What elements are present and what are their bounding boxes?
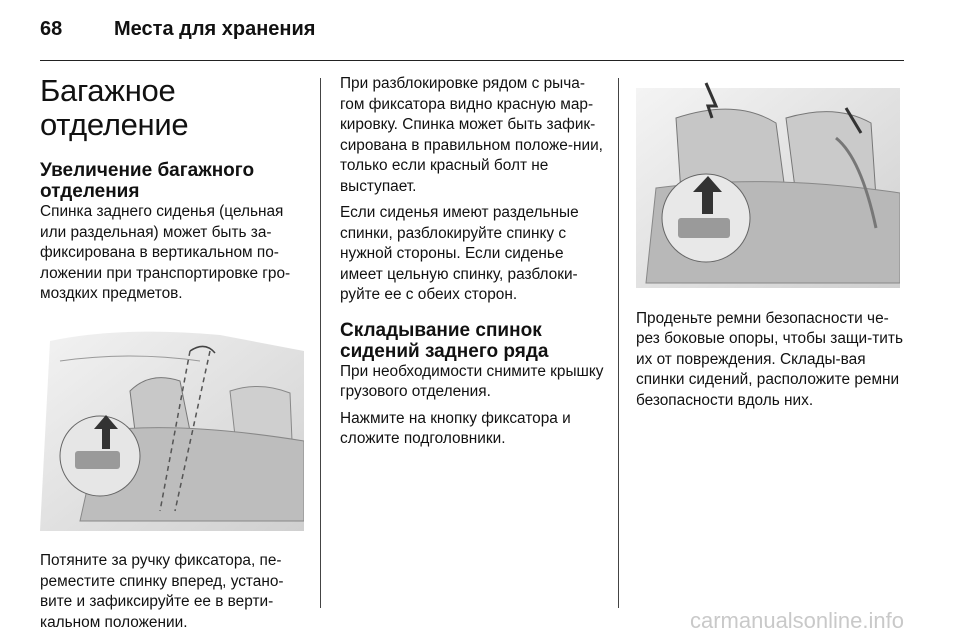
unlock-paragraph: При разблокировке рядом с рыча-гом фиксатора видно красную мар-кировку. Спинка может быть зафик-сирована в правильном положе-нии, только если красный болт не выступает. bbox=[340, 75, 603, 195]
right-column bbox=[636, 74, 906, 417]
left-column bbox=[40, 74, 310, 639]
subtitle: Увеличение багажного отделения bbox=[40, 160, 255, 202]
cover-paragraph: При необходимости снимите крышку грузового отделения. bbox=[340, 362, 604, 400]
intro-paragraph: Спинка заднего сиденья (цельная или раздельная) может быть за-фиксирована в вертикальном по-ложении при транспортировке гро-моздких предметов. bbox=[40, 203, 291, 302]
caption-1: Потяните за ручку фиксатора, пе-реместите спинку вперед, устано-вите и зафиксируйте ее в верти-кальном положении. bbox=[40, 552, 284, 631]
seat-illustration-1 bbox=[40, 321, 304, 531]
caption-2: Проденьте ремни безопасности че-рез боковые опоры, чтобы защи-тить их от повреждения. Склады-вая спинки сидений, расположите ремни безопасности вдоль них. bbox=[636, 309, 903, 409]
split-seats-paragraph: Если сиденья имеют раздельные спинки, разблокируйте спинку с нужной стороны. Если сиденье имеет цельную спинку, разблоки-руйте ее с обеих сторон. bbox=[340, 204, 579, 303]
middle-column bbox=[340, 74, 608, 456]
headrest-paragraph: Нажмите на кнопку фиксатора и сложите подголовники. bbox=[340, 409, 571, 447]
folding-heading: Складывание спинок сидений заднего ряда bbox=[340, 319, 549, 362]
page-number: 68 bbox=[40, 18, 63, 40]
watermark: carmanualsonline.info bbox=[689, 608, 904, 633]
seat-illustration-2 bbox=[636, 78, 900, 288]
header-rule bbox=[40, 60, 904, 61]
section-title: Места для хранения bbox=[114, 18, 316, 40]
page-header bbox=[40, 18, 315, 41]
page-title: Багажное отделение bbox=[40, 73, 189, 142]
column-divider-2 bbox=[618, 78, 619, 608]
column-divider-1 bbox=[320, 78, 321, 608]
